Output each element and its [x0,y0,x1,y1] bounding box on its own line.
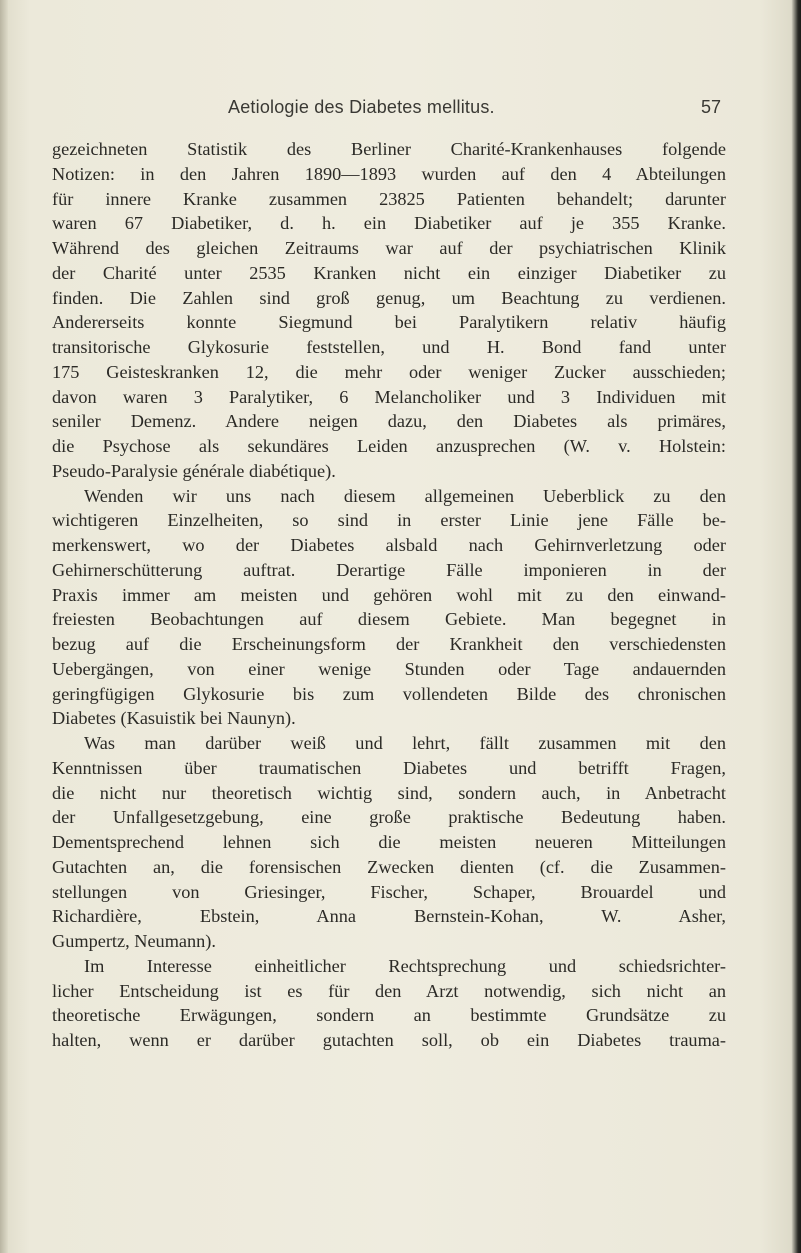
text-line: der Charité unter 2535 Kranken nicht ein einziger Diabetiker zu [52,262,726,283]
text-line: Uebergängen, von einer wenige Stunden oder Tage andauernden [52,658,726,679]
text-line: transitorische Glykosurie feststellen, und H. Bond fand unter [52,337,726,357]
running-title: Aetiologie des Diabetes mellitus. [228,97,495,117]
body-text [52,137,726,1053]
text-line: Kenntnissen über traumatischen Diabetes und betrifft Fragen, [52,757,726,778]
text-line: Was man darüber weiß und lehrt, fällt zusammen mit den [84,733,726,753]
text-line: Pseudo-Paralysie générale diabétique). [52,460,336,481]
text-line: stellungen von Griesinger, Fischer, Schaper, Brouardel und [52,881,726,902]
text-line: Diabetes (Kasuistik bei Naunyn). [52,708,296,729]
text-line: gezeichneten Statistik des Berliner Charité-Krankenhauses folgende [52,139,726,159]
text-line: die Psychose als sekundäres Leiden anzusprechen (W. v. Holstein: [52,436,726,456]
page-header [0,97,801,121]
text-line: Gehirnerschütterung auftrat. Derartige Fälle imponieren in der [52,559,726,580]
text-line: geringfügigen Glykosurie bis zum vollendeten Bilde des chronischen [52,683,726,704]
text-line: Notizen: in den Jahren 1890—1893 wurden auf den 4 Abteilungen [52,163,726,184]
text-line: halten, wenn er darüber gutachten soll, ob ein Diabetes trauma- [52,1030,726,1050]
text-line: Gutachten an, die forensischen Zwecken dienten (cf. die Zusammen- [52,856,726,877]
text-line: bezug auf die Erscheinungsform der Krankheit den verschiedensten [52,634,726,654]
text-line: finden. Die Zahlen sind groß genug, um Beachtung zu verdienen. [52,287,726,308]
text-line: licher Entscheidung ist es für den Arzt notwendig, sich nicht an [52,980,726,1001]
text-line: Wenden wir uns nach diesem allgemeinen Ueberblick zu den [84,485,726,506]
page-left-edge [0,0,8,1253]
page-number: 57 [701,97,722,117]
text-line: der Unfallgesetzgebung, eine große praktische Bedeutung haben. [52,807,726,828]
text-line: für innere Kranke zusammen 23825 Patienten behandelt; darunter [52,188,726,209]
text-line: Dementsprechend lehnen sich die meisten neueren Mitteilungen [52,832,726,852]
text-line: waren 67 Diabetiker, d. h. ein Diabetiker auf je 355 Kranke. [52,213,726,234]
text-line: Während des gleichen Zeitraums war auf der psychiatrischen Klinik [52,238,726,258]
text-line: wichtigeren Einzelheiten, so sind in erster Linie jene Fälle be- [52,510,726,531]
text-line: 175 Geisteskranken 12, die mehr oder weniger Zucker ausschieden; [52,361,726,382]
text-line: theoretische Erwägungen, sondern an bestimmte Grundsätze zu [52,1005,726,1026]
text-line: merkenswert, wo der Diabetes alsbald nach Gehirnverletzung oder [52,535,726,555]
text-line: davon waren 3 Paralytiker, 6 Melancholiker und 3 Individuen mit [52,386,726,407]
text-line: Richardière, Ebstein, Anna Bernstein-Kohan, W. Asher, [52,906,726,927]
text-line: seniler Demenz. Andere neigen dazu, den Diabetes als primäres, [52,411,726,432]
text-line: Praxis immer am meisten und gehören wohl mit zu den einwand- [52,584,726,605]
text-line: Andererseits konnte Siegmund bei Paralytikern relativ häufig [52,312,726,333]
page-right-edge [791,0,801,1253]
text-line: Im Interesse einheitlicher Rechtsprechung und schiedsrichter- [84,955,726,976]
text-line: freiesten Beobachtungen auf diesem Gebiete. Man begegnet in [52,609,726,630]
text-line: Gumpertz, Neumann). [52,931,216,951]
text-line: die nicht nur theoretisch wichtig sind, sondern auch, in Anbetracht [52,782,726,803]
